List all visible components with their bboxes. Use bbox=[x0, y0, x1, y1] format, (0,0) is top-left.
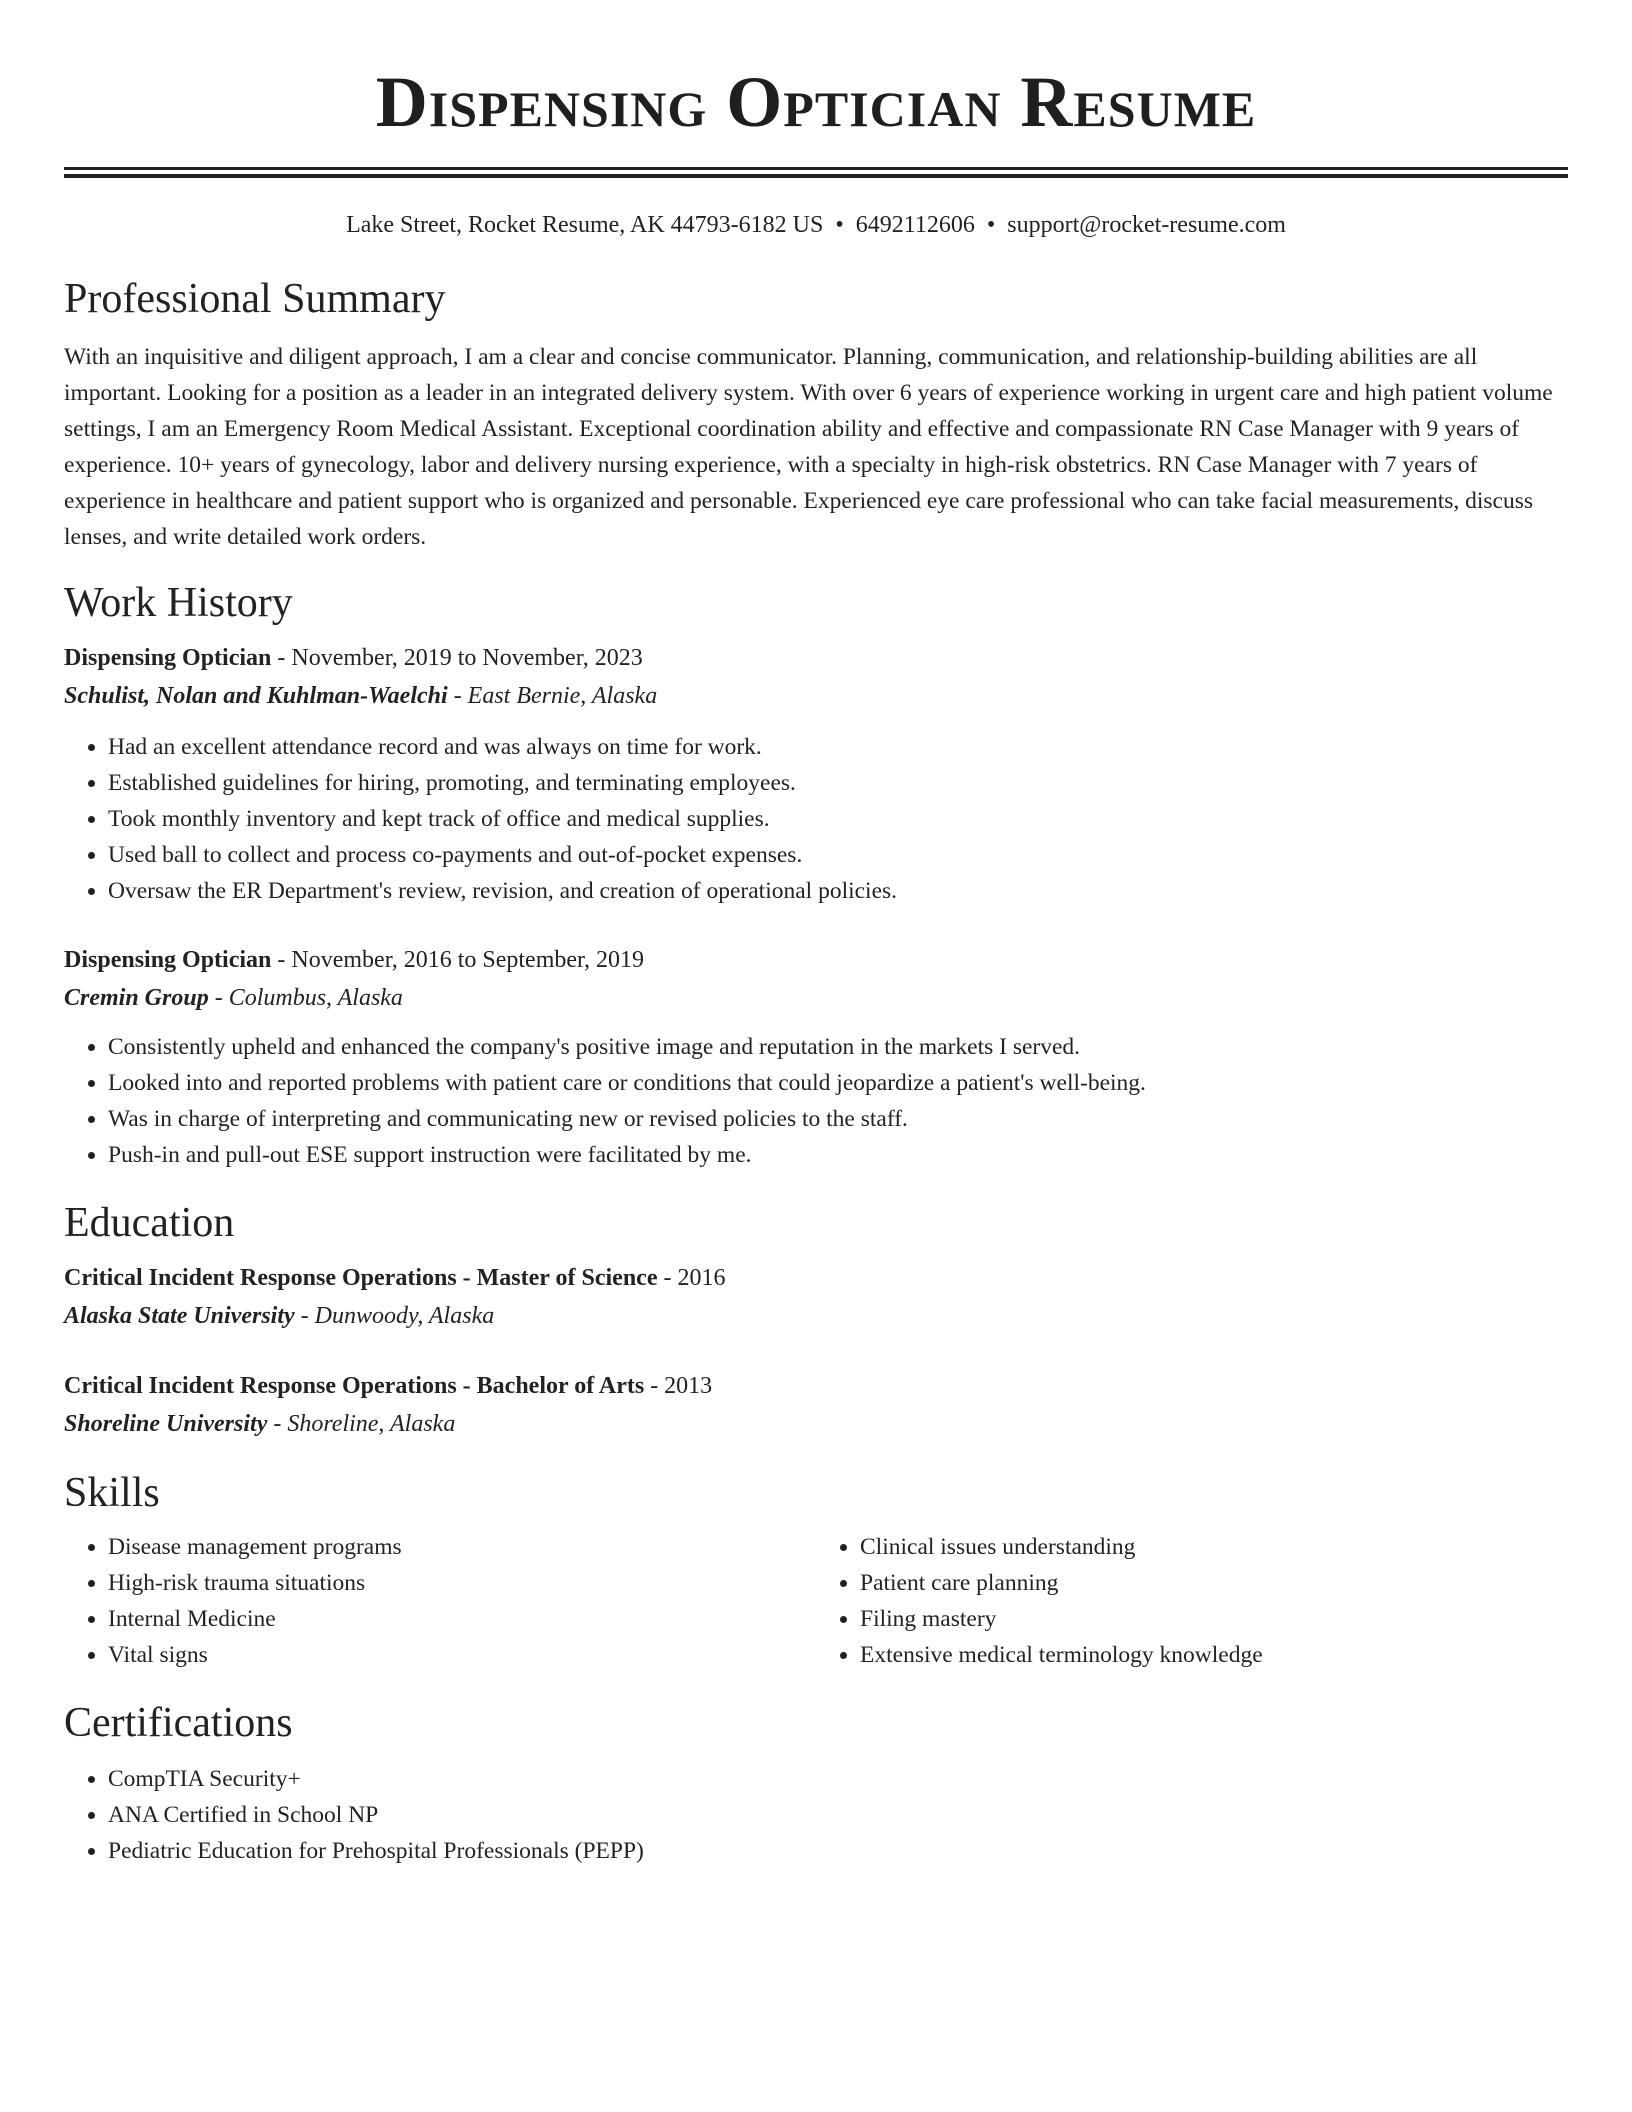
list-item: • Disease management programs bbox=[108, 1529, 816, 1565]
education-section bbox=[64, 1199, 1568, 1443]
page-title: Dispensing Optician Resume bbox=[375, 62, 1257, 142]
skills-section bbox=[64, 1469, 1568, 1673]
education-entry bbox=[64, 1367, 1568, 1443]
summary-section bbox=[64, 275, 1568, 555]
contact-separator: • bbox=[986, 212, 996, 238]
certifications-heading: Certifications bbox=[64, 1700, 293, 1746]
job-dates: - November, 2016 to September, 2019 bbox=[271, 947, 645, 973]
list-item: • Push-in and pull-out ESE support instruction were facilitated by me. bbox=[108, 1137, 1568, 1173]
list-item: • Looked into and reported problems with patient care or conditions that could jeopardize a patient's well-being. bbox=[108, 1065, 1568, 1101]
list-item: • Used ball to collect and process co-payments and out-of-pocket expenses. bbox=[108, 837, 1568, 873]
contact-line bbox=[64, 209, 1568, 241]
school: Alaska State University bbox=[64, 1303, 295, 1329]
contact-address: Lake Street, Rocket Resume, AK 44793-6182 US bbox=[346, 212, 824, 238]
certifications-list bbox=[64, 1761, 1568, 1869]
job-bullets bbox=[64, 1029, 1568, 1173]
list-item: • ANA Certified in School NP bbox=[108, 1797, 1568, 1833]
contact-email: support@rocket-resume.com bbox=[1007, 212, 1286, 238]
work-history-heading: Work History bbox=[64, 580, 293, 626]
job-bullets bbox=[64, 729, 1568, 909]
skills-list-left bbox=[64, 1529, 816, 1673]
contact-separator: • bbox=[835, 212, 844, 238]
job-location: - East Bernie, Alaska bbox=[447, 683, 658, 709]
list-item: • CompTIA Security+ bbox=[108, 1761, 1568, 1797]
summary-heading: Professional Summary bbox=[64, 276, 446, 322]
work-history-section bbox=[64, 579, 1568, 1173]
job-title: Dispensing Optician bbox=[64, 645, 272, 671]
title-divider bbox=[64, 167, 1568, 170]
summary-text: With an inquisitive and diligent approach, I am a clear and concise communicator. Planning, communication, and relationship-building abilities are all important. Looking for a position as a leader in an integrated delivery system. With over 6 years of experience working in urgent care and high patient volume settings, I am an Emergency Room Medical Assistant. Exceptional coordination ability and effective and compassionate RN Case Manager with 9 years of experience. 10+ years of gynecology, labor and delivery nursing experience, with a specialty in high-risk obstetrics. RN Case Manager with 7 years of experience in healthcare and patient support who is organized and personable. Experienced eye care professional who can take facial measurements, discuss lenses, and write detailed work orders. bbox=[64, 344, 1553, 550]
list-item: • High-risk trauma situations bbox=[108, 1565, 816, 1601]
skills-grid bbox=[64, 1529, 1568, 1673]
list-item: • Consistently upheld and enhanced the company's positive image and reputation in the markets I served. bbox=[108, 1029, 1568, 1065]
skills-heading: Skills bbox=[64, 1470, 160, 1516]
job-company-line bbox=[64, 677, 1568, 715]
degree-year: - 2013 bbox=[644, 1373, 713, 1399]
list-item: • Internal Medicine bbox=[108, 1601, 816, 1637]
list-item: • Had an excellent attendance record and was always on time for work. bbox=[108, 729, 1568, 765]
education-entry bbox=[64, 1259, 1568, 1335]
job-entry bbox=[64, 639, 1568, 909]
school: Shoreline University bbox=[64, 1411, 268, 1437]
job-company: Schulist, Nolan and Kuhlman-Waelchi bbox=[64, 683, 448, 709]
job-title-line bbox=[64, 639, 1568, 677]
job-company: Cremin Group bbox=[64, 985, 209, 1011]
education-heading: Education bbox=[64, 1200, 235, 1246]
job-entry bbox=[64, 941, 1568, 1173]
job-title: Dispensing Optician bbox=[64, 947, 272, 973]
degree: Critical Incident Response Operations - Bachelor of Arts bbox=[64, 1373, 645, 1399]
degree-line bbox=[64, 1259, 1568, 1297]
list-item: • Took monthly inventory and kept track of office and medical supplies. bbox=[108, 801, 1568, 837]
list-item: • Extensive medical terminology knowledge bbox=[860, 1637, 1568, 1673]
list-item: • Vital signs bbox=[108, 1637, 816, 1673]
school-line bbox=[64, 1405, 1568, 1443]
job-dates: - November, 2019 to November, 2023 bbox=[271, 645, 643, 671]
list-item: • Pediatric Education for Prehospital Professionals (PEPP) bbox=[108, 1833, 1568, 1869]
list-item: • Established guidelines for hiring, promoting, and terminating employees. bbox=[108, 765, 1568, 801]
skills-list-right bbox=[816, 1529, 1568, 1673]
degree: Critical Incident Response Operations - Master of Science bbox=[64, 1265, 658, 1291]
job-location: - Columbus, Alaska bbox=[208, 985, 403, 1011]
list-item: • Clinical issues understanding bbox=[860, 1529, 1568, 1565]
school-location: - Shoreline, Alaska bbox=[267, 1411, 456, 1437]
certifications-section bbox=[64, 1699, 1568, 1869]
job-title-line bbox=[64, 941, 1568, 979]
degree-year: - 2016 bbox=[657, 1265, 726, 1291]
school-line bbox=[64, 1297, 1568, 1335]
job-company-line bbox=[64, 979, 1568, 1017]
contact-phone: 6492112606 bbox=[855, 212, 975, 238]
list-item: • Patient care planning bbox=[860, 1565, 1568, 1601]
list-item: • Oversaw the ER Department's review, revision, and creation of operational policies. bbox=[108, 873, 1568, 909]
list-item: • Was in charge of interpreting and communicating new or revised policies to the staff. bbox=[108, 1101, 1568, 1137]
degree-line bbox=[64, 1367, 1568, 1405]
list-item: • Filing mastery bbox=[860, 1601, 1568, 1637]
school-location: - Dunwoody, Alaska bbox=[294, 1303, 495, 1329]
